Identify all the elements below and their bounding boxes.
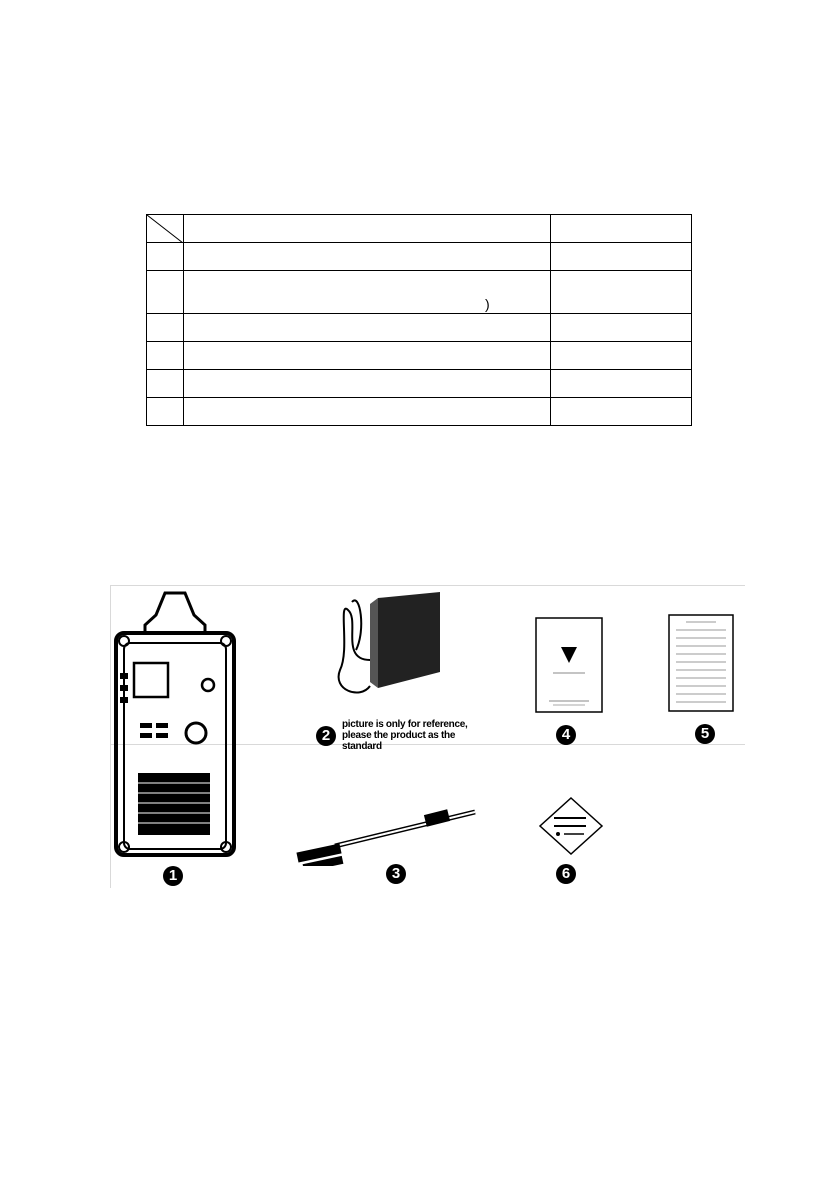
row-no <box>147 342 184 370</box>
row-no <box>147 370 184 398</box>
row-no <box>147 243 184 271</box>
ac-adapter-drawing <box>330 590 480 710</box>
item-number-6: 6 <box>556 864 576 884</box>
item-number-4: 4 <box>556 725 576 745</box>
row-item <box>184 398 551 426</box>
label-tag-drawing <box>538 796 604 856</box>
note-line: picture is only for reference, <box>342 719 468 730</box>
row-qty <box>551 271 692 314</box>
paren-mark: ) <box>485 296 490 312</box>
row-item <box>184 314 551 342</box>
header-diagonal-cell <box>147 215 184 243</box>
row-qty <box>551 243 692 271</box>
charging-cable-drawing <box>295 806 480 866</box>
user-manual-drawing <box>535 617 603 713</box>
item-number-5: 5 <box>695 724 715 744</box>
row-item <box>184 271 551 314</box>
row-qty <box>551 398 692 426</box>
diagonal-line-icon <box>147 215 183 243</box>
row-qty <box>551 314 692 342</box>
note-line: standard <box>342 741 382 752</box>
row-no <box>147 398 184 426</box>
packing-list-table <box>146 214 692 426</box>
row-item <box>184 370 551 398</box>
item-number-2: 2 <box>316 726 336 746</box>
power-station-drawing <box>110 585 240 865</box>
reference-note <box>342 719 492 752</box>
row-no <box>147 314 184 342</box>
row-item <box>184 342 551 370</box>
header-qty-cell <box>551 215 692 243</box>
note-line: please the product as the <box>342 730 456 741</box>
row-item <box>184 243 551 271</box>
row-qty <box>551 370 692 398</box>
item-number-1: 1 <box>163 866 183 886</box>
row-qty <box>551 342 692 370</box>
header-item-cell <box>184 215 551 243</box>
warranty-card-drawing <box>668 614 734 712</box>
row-no <box>147 271 184 314</box>
item-number-3: 3 <box>386 864 406 884</box>
